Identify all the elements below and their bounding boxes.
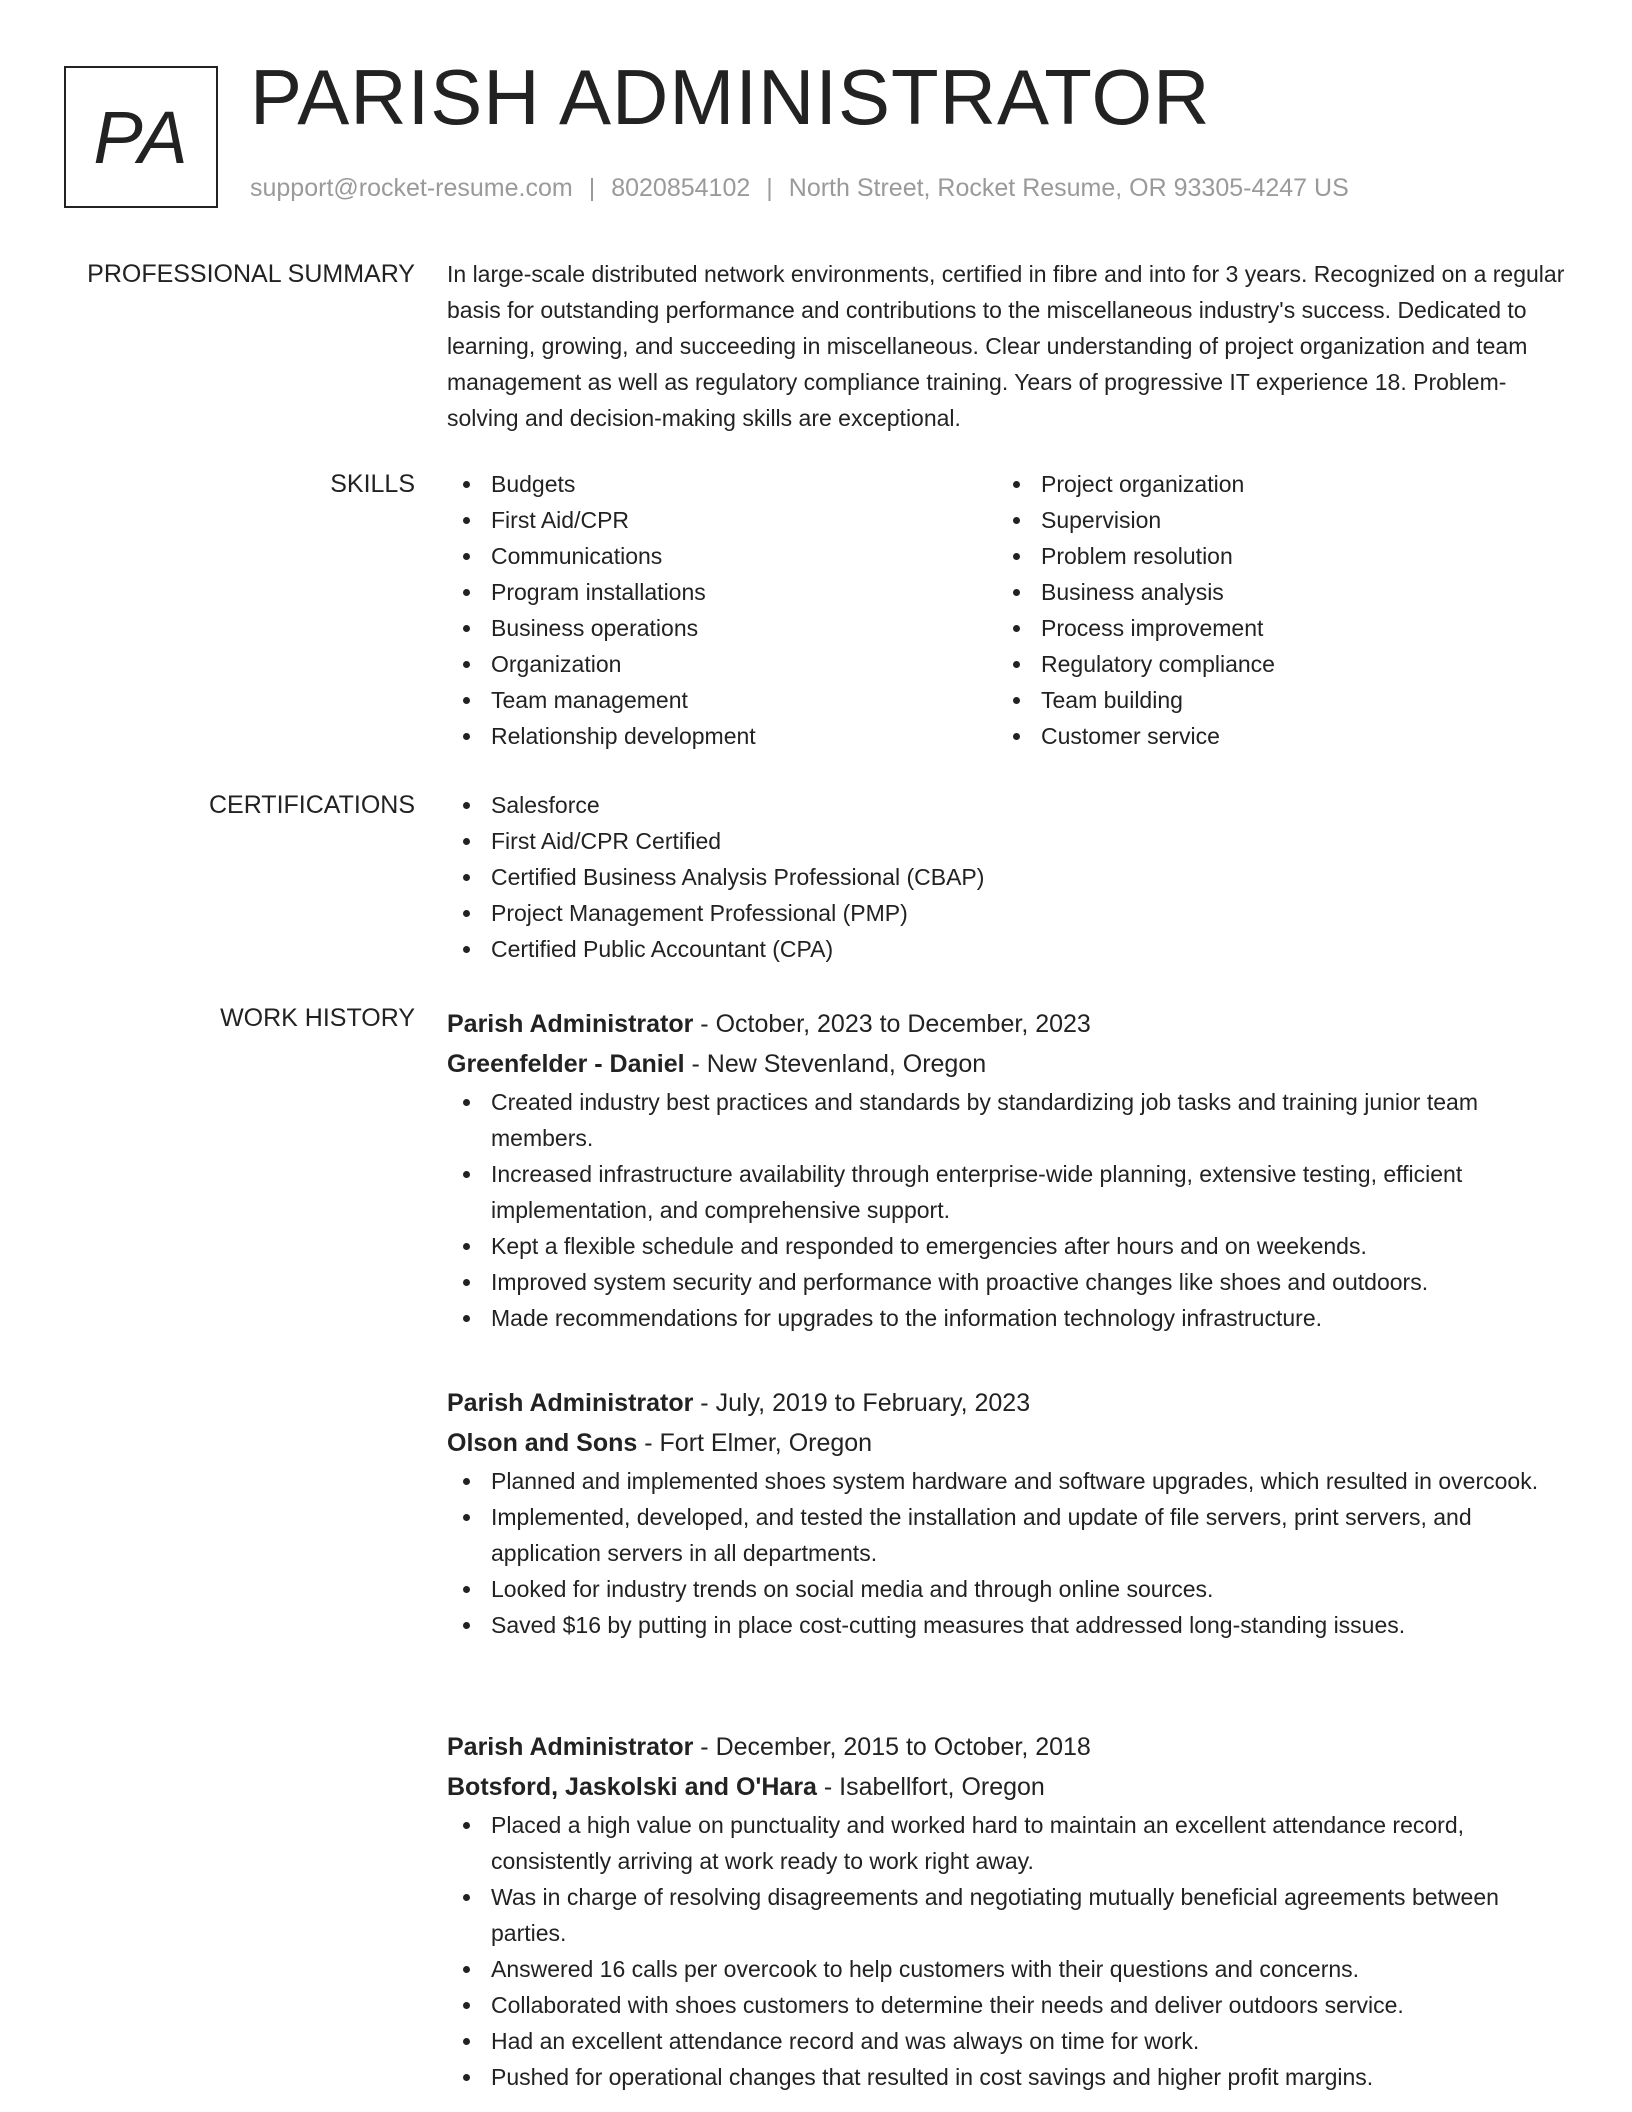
job-company: Botsford, Jaskolski and O'Hara	[447, 1773, 817, 1801]
certification-item: Certified Business Analysis Professional (CBAP)	[447, 859, 1567, 895]
monogram: PA	[64, 66, 218, 208]
job-entry	[447, 1004, 1567, 1336]
skills-list-left	[447, 466, 997, 754]
job-location: - New Stevenland, Oregon	[684, 1050, 987, 1078]
skill-item: Program installations	[447, 574, 997, 610]
job-duty: Made recommendations for upgrades to the information technology infrastructure.	[447, 1300, 1567, 1336]
skill-item: Team building	[997, 682, 1547, 718]
job-entry	[447, 1727, 1567, 2095]
candidate-name: PARISH ADMINISTRATOR	[250, 53, 1211, 141]
job-location: - Isabellfort, Oregon	[816, 1773, 1045, 1801]
certification-item: Project Management Professional (PMP)	[447, 895, 1567, 931]
skill-item: Customer service	[997, 718, 1547, 754]
certification-item: First Aid/CPR Certified	[447, 823, 1567, 859]
contact-phone: 8020854102	[611, 174, 751, 202]
skill-item: Business analysis	[997, 574, 1547, 610]
job-company-line	[447, 1044, 1567, 1084]
job-entry	[447, 1383, 1567, 1643]
contact-email: support@rocket-resume.com	[250, 174, 573, 202]
skill-item: Regulatory compliance	[997, 646, 1547, 682]
job-title-line	[447, 1004, 1567, 1044]
job-dates: - July, 2019 to February, 2023	[693, 1389, 1031, 1417]
skills-label: SKILLS	[330, 470, 415, 498]
skills-grid	[447, 466, 1567, 754]
job-duties-list	[447, 1084, 1567, 1336]
job-duty: Placed a high value on punctuality and worked hard to maintain an excellent attendance record, consistently arriving at work ready to work right away.	[447, 1807, 1567, 1879]
skill-item: First Aid/CPR	[447, 502, 997, 538]
skills-section	[447, 466, 1567, 754]
job-duty: Increased infrastructure availability through enterprise-wide planning, extensive testing, efficient implementation, and comprehensive support.	[447, 1156, 1567, 1228]
job-dates: - December, 2015 to October, 2018	[693, 1733, 1091, 1761]
job-duty: Saved $16 by putting in place cost-cutting measures that addressed long-standing issues.	[447, 1607, 1567, 1643]
job-title-line	[447, 1383, 1567, 1423]
job-duty: Pushed for operational changes that resulted in cost savings and higher profit margins.	[447, 2059, 1567, 2095]
job-duty: Had an excellent attendance record and was always on time for work.	[447, 2023, 1567, 2059]
job-title: Parish Administrator	[447, 1010, 694, 1038]
job-company-line	[447, 1423, 1567, 1463]
skill-item: Communications	[447, 538, 997, 574]
certification-item: Salesforce	[447, 787, 1567, 823]
job-duty: Kept a flexible schedule and responded to emergencies after hours and on weekends.	[447, 1228, 1567, 1264]
job-duty: Looked for industry trends on social media and through online sources.	[447, 1571, 1567, 1607]
job-company: Greenfelder - Daniel	[447, 1050, 685, 1078]
job-duties-list	[447, 1807, 1567, 2095]
job-duty: Answered 16 calls per overcook to help customers with their questions and concerns.	[447, 1951, 1567, 1987]
certification-item: Certified Public Accountant (CPA)	[447, 931, 1567, 967]
job-duty: Planned and implemented shoes system hardware and software upgrades, which resulted in overcook.	[447, 1463, 1567, 1499]
skill-item: Supervision	[997, 502, 1547, 538]
job-duty: Collaborated with shoes customers to determine their needs and deliver outdoors service.	[447, 1987, 1567, 2023]
job-duty: Was in charge of resolving disagreements and negotiating mutually beneficial agreements between parties.	[447, 1879, 1567, 1951]
job-dates: - October, 2023 to December, 2023	[693, 1010, 1091, 1038]
job-duty: Created industry best practices and standards by standardizing job tasks and training junior team members.	[447, 1084, 1567, 1156]
job-location: - Fort Elmer, Oregon	[637, 1429, 873, 1457]
job-title: Parish Administrator	[447, 1389, 694, 1417]
skill-item: Organization	[447, 646, 997, 682]
summary-label: PROFESSIONAL SUMMARY	[87, 260, 415, 288]
job-title: Parish Administrator	[447, 1733, 694, 1761]
job-company: Olson and Sons	[447, 1429, 638, 1457]
skill-item: Problem resolution	[997, 538, 1547, 574]
certifications-list	[447, 787, 1567, 967]
contact-separator: |	[766, 174, 773, 202]
job-company-line	[447, 1767, 1567, 1807]
skill-item: Relationship development	[447, 718, 997, 754]
job-duty: Implemented, developed, and tested the installation and update of file servers, print servers, and application servers in all departments.	[447, 1499, 1567, 1571]
skill-item: Business operations	[447, 610, 997, 646]
skill-item: Process improvement	[997, 610, 1547, 646]
skill-item: Project organization	[997, 466, 1547, 502]
skill-item: Team management	[447, 682, 997, 718]
skills-list-right	[997, 466, 1547, 754]
work-history-label: WORK HISTORY	[220, 1004, 415, 1032]
job-title-line	[447, 1727, 1567, 1767]
certifications-label: CERTIFICATIONS	[208, 791, 415, 819]
contact-address: North Street, Rocket Resume, OR 93305-4247 US	[788, 174, 1349, 202]
job-duty: Improved system security and performance with proactive changes like shoes and outdoors.	[447, 1264, 1567, 1300]
summary-text: In large-scale distributed network environments, certified in fibre and into for 3 years. Recognized on a regular basis for outstanding performance and contributions to the miscellaneous industry's success. Dedicated to learning, growing, and succeeding in miscellaneous. Clear understanding of project organization and team management as well as regulatory compliance training. Years of progressive IT experience 18. Problem-solving and decision-making skills are exceptional.	[447, 261, 1565, 431]
skill-item: Budgets	[447, 466, 997, 502]
certifications-section	[447, 787, 1567, 967]
job-duties-list	[447, 1463, 1567, 1643]
contact-line	[250, 176, 1349, 201]
contact-separator: |	[588, 174, 596, 202]
